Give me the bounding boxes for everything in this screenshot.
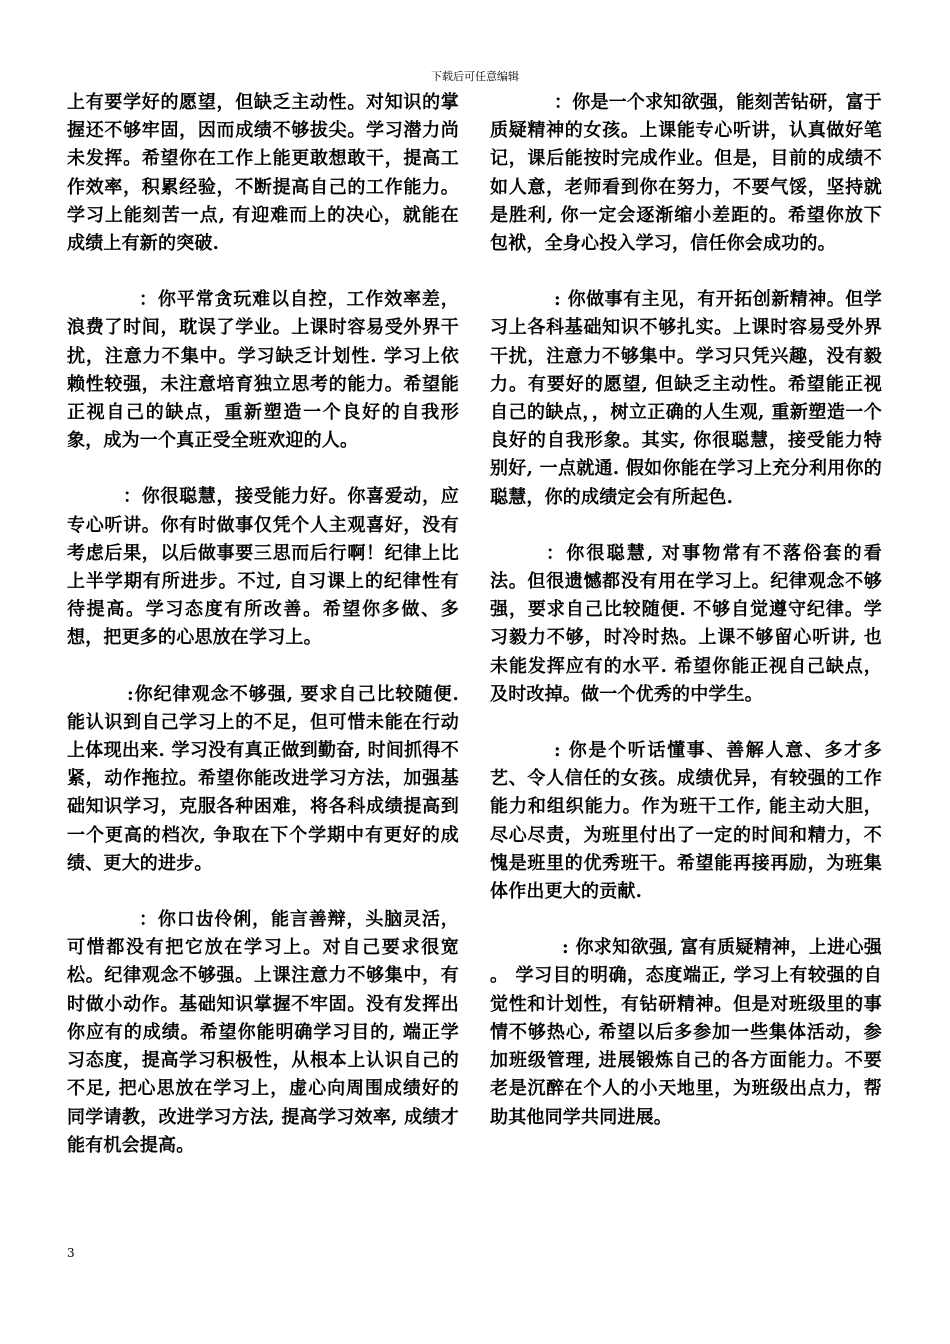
paragraph-gap [67,878,459,906]
comment-paragraph: : 你做事有主见，有开拓创新精神。但学习上各科基础知识不够扎实。上课时容易受外界干扰，注意力不够集中。学习只凭兴趣，没有毅力。有要好的愿望, 但缺乏主动性。希望能正视自己的缺点，，树立正确的人生观, 重新塑造一个良好的自我形象。其实, 你很聪慧，接受能力特别好, 一点就通. 假如你能在学习上充分利用你的聪慧，你的成绩定会有所起色. [490,289,882,508]
comment-paragraph: 上有要学好的愿望，但缺乏主动性。对知识的掌握还不够牢固，因而成绩不够拔尖。学习潜力尚未发挥。希望你在工作上能更敢想敢干，提高工作效率，积累经验，不断提高自己的工作能力。学习上能刻苦一点, 有迎难而上的决心，就能在成绩上有新的突破. [67,92,459,255]
paragraph-gap [490,709,882,737]
paragraph-gap [67,258,459,286]
page-number: 3 [67,1246,75,1260]
paragraph-gap [67,455,459,483]
left-column [67,89,459,1160]
comment-paragraph: ：你很聪慧, 对事物常有不落俗套的看法。但很遗憾都没有用在学习上。纪律观念不够强，要求自己比较随便. 不够自觉遵守纪律。学习毅力不够，时冷时热。上课不够留心听讲, 也未能发挥应有的水平. 希望你能正视自己缺点，及时改掉。做一个优秀的中学生。 [490,542,882,705]
comment-paragraph: ：你口齿伶俐，能言善辩，头脑灵活，可惜都没有把它放在学习上。对自己要求很宽松。纪律观念不够强。上课注意力不够集中，有时做小动作。基础知识掌握不牢固。没有发挥出你应有的成绩。希望你能明确学习目的, 端正学习态度，提高学习积极性，从根本上认识自己的不足, 把心思放在学习上，虚心向周围成绩好的同学请教，改进学习方法, 提高学习效率, 成绩才能有机会提高。 [67,909,459,1156]
comment-paragraph: :你纪律观念不够强, 要求自己比较随便. 能认识到自己学习上的不足，但可惜未能在行动上体现出来. 学习没有真正做到勤奋, 时间抓得不紧，动作拖拉。希望你能改进学习方法，加强基础知识学习，克服各种困难，将各科成绩提高到一个更高的档次, 争取在下个学期中有更好的成绩、更大的进步。 [67,683,459,874]
paragraph-gap [490,258,882,286]
page-header: 下载后可任意编辑 [431,70,519,83]
comment-paragraph: : 你求知欲强, 富有质疑精神，上进心强 。 学习目的明确，态度端正, 学习上有较强的自觉性和计划性，有钻研精神。但是对班级里的事情不够热心, 希望以后多参加一些集体活动，参加班级管理, 进展锻炼自己的各方面能力。不要老是沉醉在个人的小天地里，为班级出点力，帮助其他同学共同进展。 [490,937,882,1128]
paragraph-gap [67,653,459,681]
comment-paragraph: ：你是一个求知欲强，能刻苦钻研，富于质疑精神的女孩。上课能专心听讲，认真做好笔记，课后能按时完成作业。但是，目前的成绩不如人意，老师看到你在努力，不要气馁，坚持就是胜利, 你一定会逐渐缩小差距的。希望你放下包袱，全身心投入学习，信任你会成功的。 [490,92,882,255]
right-column [490,89,882,1132]
comment-paragraph: ：你很聪慧，接受能力好。你喜爱动，应专心听讲。你有时做事仅凭个人主观喜好，没有考虑后果，以后做事要三思而后行啊！纪律上比上半学期有所进步。不过, 自习课上的纪律性有待提高。学习态度有所改善。希望你多做、多想，把更多的心思放在学习上。 [67,486,459,649]
paragraph-gap [490,512,882,540]
comment-paragraph: : 你是个听话懂事、善解人意、多才多艺、令人信任的女孩。成绩优异，有较强的工作能力和组织能力。作为班干工作, 能主动大胆，尽心尽责，为班里付出了一定的时间和精力，不愧是班里的优秀班干。希望能再接再励，为班集体作出更大的贡献. [490,740,882,903]
comment-paragraph: ：你平常贪玩难以自控，工作效率差，浪费了时间，耽误了学业。上课时容易受外界干扰，注意力不集中。学习缺乏计划性. 学习上依赖性较强，未注意培育独立思考的能力。希望能正视自己的缺点，重新塑造一个良好的自我形象，成为一个真正受全班欢迎的人。 [67,289,459,452]
paragraph-gap [490,906,882,934]
